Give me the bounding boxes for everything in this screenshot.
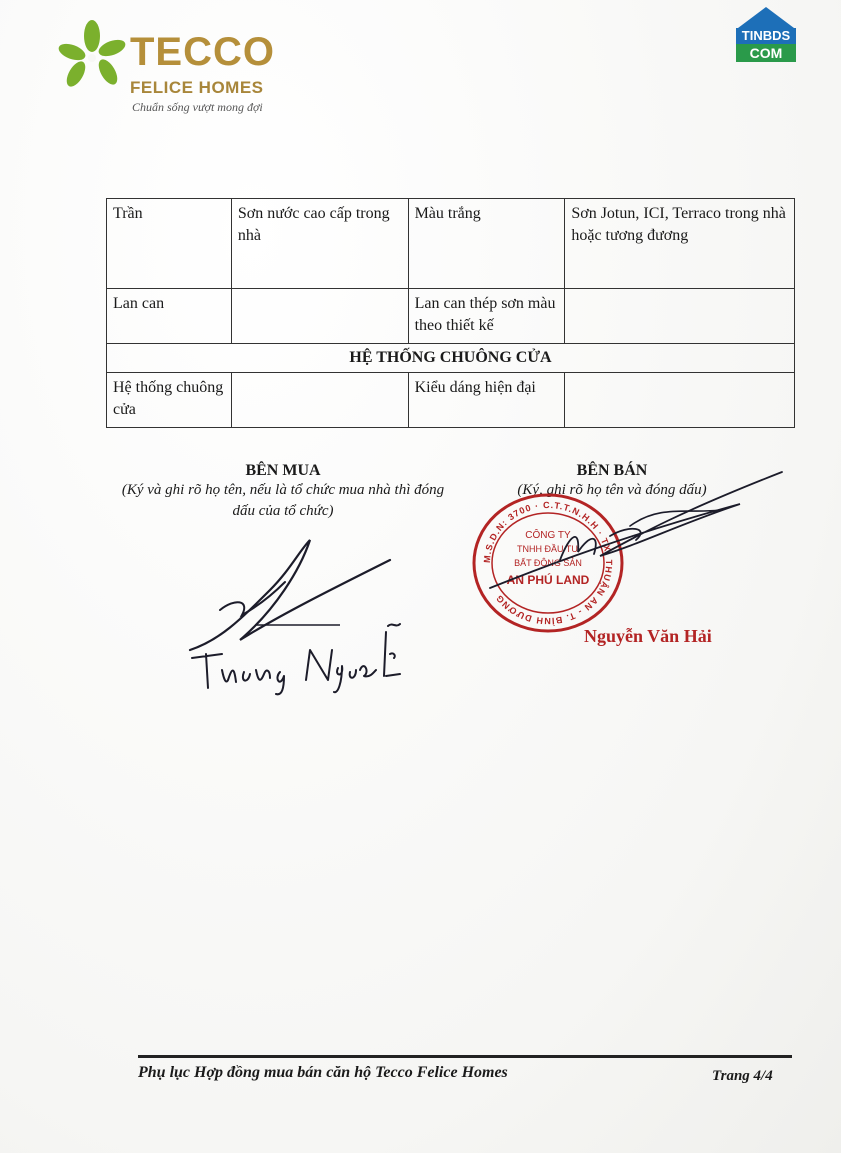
logo-subtitle: FELICE HOMES <box>130 78 264 97</box>
table-cell <box>565 289 795 344</box>
clover-logo-icon <box>56 18 128 98</box>
footer-title: Phụ lục Hợp đồng mua bán căn hộ Tecco Felice Homes <box>138 1064 508 1081</box>
stamp-line: TNHH ĐẦU TƯ <box>516 544 580 554</box>
page-number: Trang 4/4 <box>712 1068 773 1084</box>
tecco-logo <box>56 18 296 118</box>
watermark-bottom: COM <box>736 44 796 62</box>
logo-slogan: Chuẩn sống vượt mong đợi <box>132 100 263 114</box>
seller-signature <box>460 464 790 604</box>
section-heading: HỆ THỐNG CHUÔNG CỬA <box>107 344 795 373</box>
table-cell: Trần <box>107 199 232 289</box>
table-cell <box>231 289 408 344</box>
tinbds-watermark <box>736 6 796 64</box>
table-cell: Sơn nước cao cấp trong nhà <box>231 199 408 289</box>
table-row <box>107 289 795 344</box>
table-cell: Sơn Jotun, ICI, Terraco trong nhà hoặc tương đương <box>565 199 795 289</box>
table-cell: Màu trắng <box>408 199 565 289</box>
table-row <box>107 199 795 289</box>
specification-table <box>106 198 795 428</box>
table-cell: Hệ thống chuông cửa <box>107 373 232 428</box>
buyer-signature-block <box>118 462 448 522</box>
table-row <box>107 373 795 428</box>
table-cell: Lan can thép sơn màu theo thiết kế <box>408 289 565 344</box>
buyer-note: (Ký và ghi rõ họ tên, nếu là tổ chức mua nhà thì đóng dấu của tổ chức) <box>121 482 445 519</box>
buyer-handwritten-name <box>188 610 408 700</box>
section-row <box>107 344 795 373</box>
stamp-line: CÔNG TY <box>525 530 571 541</box>
stamp-ring-text: M.S.D.N: 3700 · C.T.T.N.H.H · TX. THUẬN AN - T. BÌNH DƯƠNG <box>481 499 615 627</box>
table-cell <box>565 373 795 428</box>
seller-name: Nguyễn Văn Hải <box>584 626 712 646</box>
logo-brand: TECCO <box>130 30 275 74</box>
house-roof-icon <box>736 6 796 28</box>
footer-divider <box>138 1055 792 1058</box>
table-cell: Lan can <box>107 289 232 344</box>
seller-note: (Ký, ghi rõ họ tên và đóng dấu) <box>517 482 707 498</box>
table-cell: Kiểu dáng hiện đại <box>408 373 565 428</box>
buyer-title: BÊN MUA <box>245 462 321 479</box>
stamp-line: BẤT ĐỘNG SẢN <box>514 558 582 568</box>
stamp-line: AN PHÚ LAND <box>506 573 590 587</box>
seller-title: BÊN BÁN <box>576 462 648 479</box>
table-cell <box>231 373 408 428</box>
watermark-top: TINBDS <box>736 28 796 44</box>
